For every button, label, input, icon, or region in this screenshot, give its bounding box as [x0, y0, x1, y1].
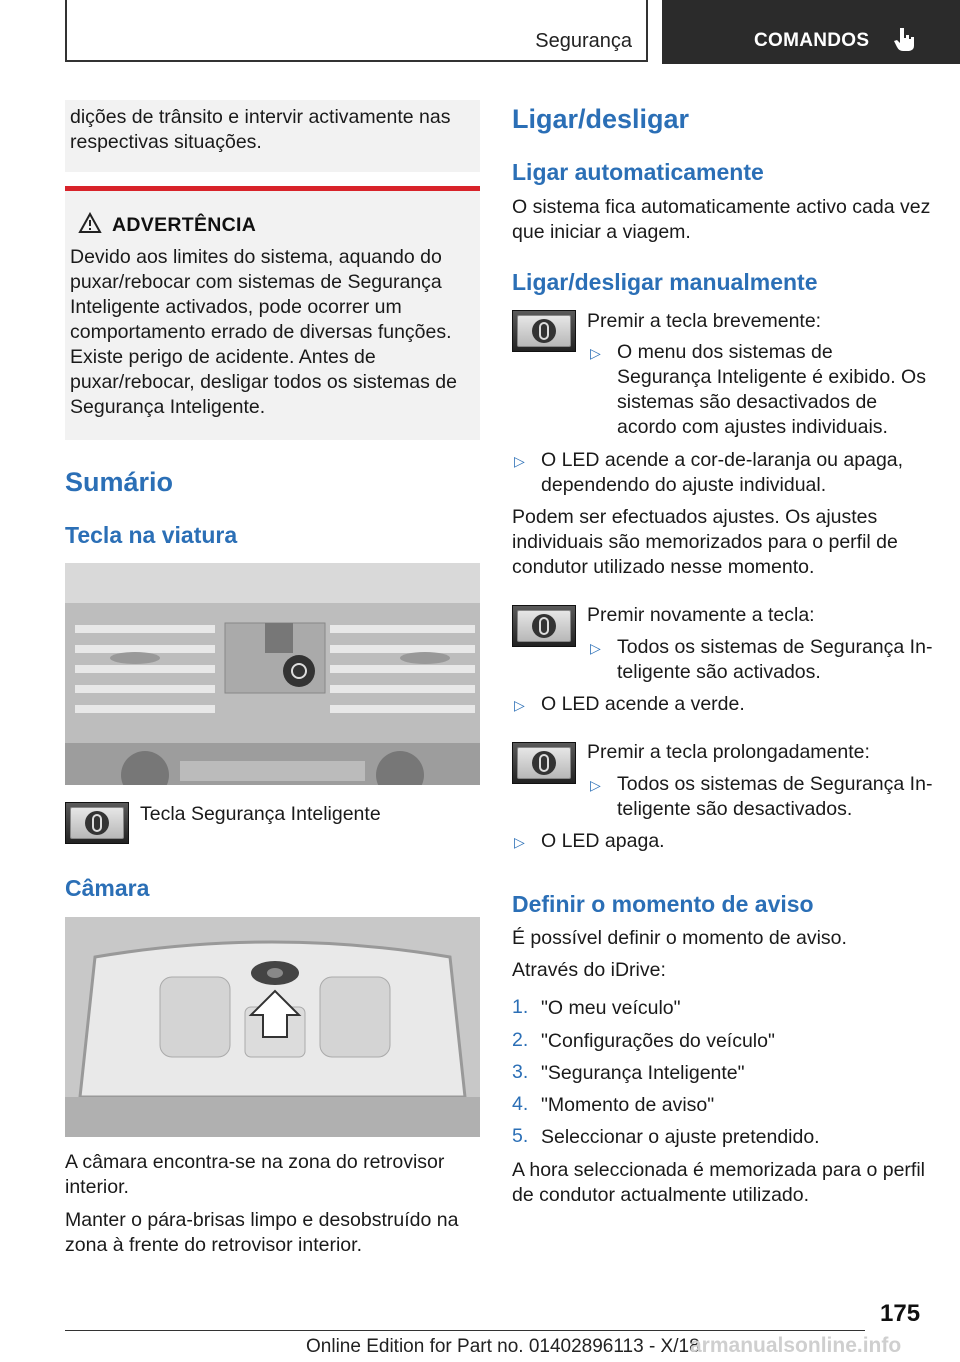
- warn-heading: Definir o momento de aviso: [512, 891, 814, 917]
- step-text: "Segurança Inteligente": [541, 1062, 745, 1084]
- hand-pointer-icon: [894, 26, 916, 52]
- warn-text-2: Através do iDrive:: [512, 959, 666, 981]
- warn-text-1: É possível definir o momento de aviso.: [512, 927, 847, 949]
- step3-label: Premir a tecla prolongadamente:: [587, 741, 870, 763]
- step-text: "O meu veículo": [541, 997, 681, 1019]
- page-number: 175: [880, 1300, 921, 1327]
- step3-led: O LED apaga.: [541, 830, 665, 852]
- auto-heading: Ligar automaticamente: [512, 159, 764, 185]
- safety-button-icon-2: [512, 605, 576, 647]
- step-text: "Momento de aviso": [541, 1094, 715, 1116]
- manual-heading: Ligar/desligar manualmente: [512, 269, 818, 295]
- overview-heading: Sumário: [65, 467, 174, 497]
- bullet-arrow-icon: ▷: [514, 834, 525, 850]
- step-text: Seleccionar o ajuste pretendido.: [541, 1126, 820, 1148]
- camera-text-2: Manter o pára-brisas limpo e desobstruído na zona à frente do retrovisor interior.: [65, 1209, 459, 1256]
- bullet-arrow-icon: ▷: [514, 697, 525, 713]
- step2-led: O LED acende a verde.: [541, 693, 745, 715]
- step-number: 5.: [512, 1125, 529, 1147]
- header-section-title: Segurança: [535, 30, 632, 52]
- onoff-heading: Ligar/desligar: [512, 104, 690, 134]
- step3-bullet: Todos os sistemas de Segurança Inteligente são desactivados.: [617, 773, 933, 820]
- header-chapter-tab: [662, 0, 960, 64]
- warning-text: Devido aos limites do sistema, aquando do puxar/rebocar com sistemas de Segurança Inteligente activados, pode ocorrer um comportamento errado de diversas funções. Existe perigo de acidente. Antes de puxar/rebocar, desligar todos os sistemas de Segurança Inteligente.: [70, 246, 457, 418]
- final-text: A hora seleccionada é memorizada para o perfil de condutor actualmente utilizado.: [512, 1159, 925, 1206]
- safety-button-icon-1: [512, 310, 576, 352]
- step2-bullet: Todos os sistemas de Segurança Inteligente são activados.: [617, 636, 933, 683]
- warning-title: ADVERTÊNCIA: [112, 214, 257, 236]
- bullet-arrow-icon: ▷: [590, 345, 601, 361]
- step-number: 4.: [512, 1093, 529, 1115]
- step1-led: O LED acende a cor-de-laranja ou apaga, dependendo do ajuste individual.: [541, 449, 904, 496]
- safety-button-icon: [65, 802, 129, 844]
- auto-text: O sistema fica automaticamente activo cada vez que iniciar a viagem.: [512, 196, 931, 243]
- step-number: 1.: [512, 996, 529, 1018]
- warning-triangle-icon: [78, 212, 102, 234]
- dashboard-button-photo: [65, 563, 480, 785]
- step1-bullet: O menu dos sistemas de Segurança Inteligente é exibido. Os sistemas são desactivados de acordo com ajustes individuais.: [617, 341, 926, 438]
- bullet-arrow-icon: ▷: [590, 777, 601, 793]
- bullet-arrow-icon: ▷: [514, 453, 525, 469]
- camera-heading: Câmara: [65, 875, 150, 901]
- watermark-text: armanualsonline.info: [690, 1334, 902, 1357]
- footer-rule: [65, 1330, 865, 1331]
- step-number: 2.: [512, 1029, 529, 1051]
- intro-text: dições de trânsito e intervir activamente nas respectivas situações.: [70, 106, 451, 153]
- step1-label: Premir a tecla brevemente:: [587, 310, 822, 332]
- edition-text: Online Edition for Part no. 01402896113 - X/18: [306, 1336, 700, 1357]
- key-caption: Tecla Segurança Inteligente: [140, 803, 381, 825]
- step2-label: Premir novamente a tecla:: [587, 604, 815, 626]
- header-section-tab: [65, 0, 648, 62]
- safety-button-icon-3: [512, 742, 576, 784]
- camera-photo: [65, 917, 480, 1137]
- step-text: "Configurações do veículo": [541, 1030, 775, 1052]
- camera-text-1: A câmara encontra-se na zona do retrovisor interior.: [65, 1151, 445, 1198]
- bullet-arrow-icon: ▷: [590, 640, 601, 656]
- header-chapter-title: COMANDOS: [754, 30, 870, 51]
- adjust-text: Podem ser efectuados ajustes. Os ajustes individuais são memorizados para o perfil de condutor utilizado nesse momento.: [512, 506, 898, 578]
- key-heading: Tecla na viatura: [65, 522, 238, 548]
- step-number: 3.: [512, 1061, 529, 1083]
